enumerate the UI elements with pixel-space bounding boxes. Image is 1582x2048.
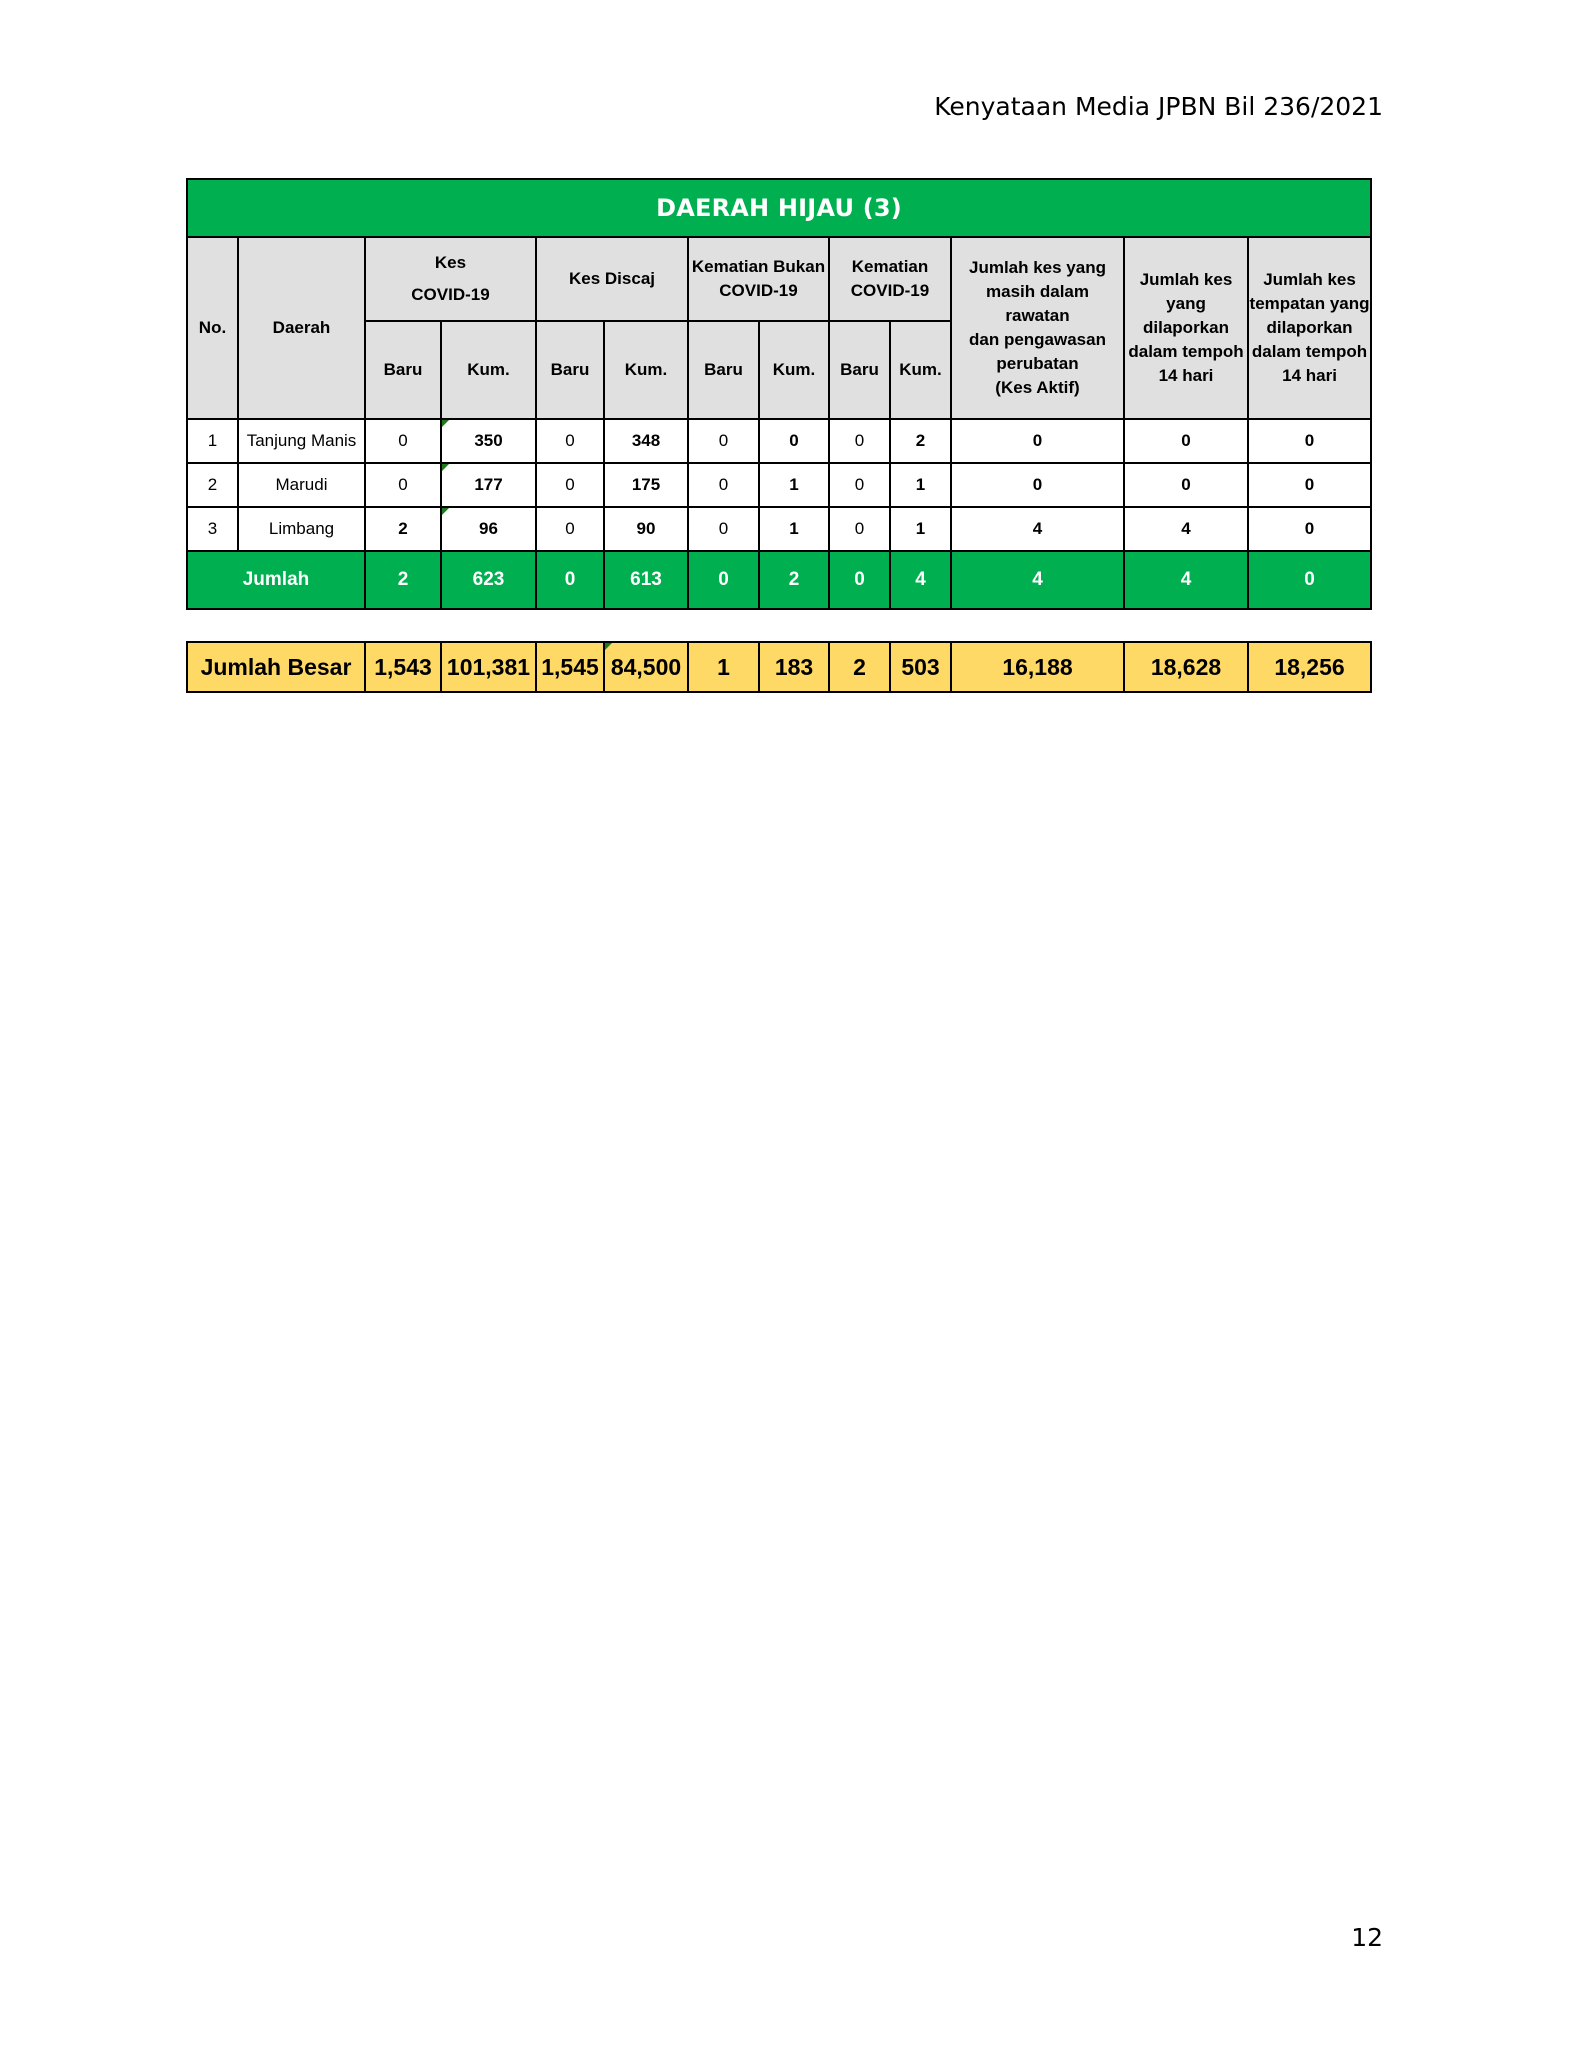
header-dilaporkan-line: dalam tempoh [1128, 342, 1244, 361]
jumlah-covid-kum: 623 [441, 551, 536, 609]
row-tempatan-14: 0 [1248, 463, 1371, 507]
header-covid-kum: Kum. [441, 321, 536, 419]
header-dilaporkan-line: 14 hari [1158, 366, 1214, 385]
row-kematian-baru: 0 [829, 419, 890, 463]
row-bukan-baru: 0 [688, 507, 759, 551]
row-bukan-baru: 0 [688, 419, 759, 463]
row-aktif: 0 [951, 419, 1124, 463]
row-kematian-kum: 1 [890, 463, 951, 507]
jumlah-label: Jumlah [187, 551, 365, 609]
header-kes-covid-line2: COVID-19 [411, 285, 490, 304]
jumlah-besar-bukan-kum: 183 [759, 642, 829, 692]
header-kes-discaj: Kes Discaj [536, 237, 688, 321]
header-kematian-kum: Kum. [890, 321, 951, 419]
row-bukan-kum: 0 [759, 419, 829, 463]
row-bukan-kum: 1 [759, 507, 829, 551]
jumlah-row [187, 551, 1371, 609]
header-tempatan-line: dalam tempoh [1251, 342, 1368, 361]
jumlah-besar-aktif: 16,188 [951, 642, 1124, 692]
row-covid-kum: 350 [441, 419, 536, 463]
jumlah-besar-bukan-baru: 1 [688, 642, 759, 692]
row-discaj-kum: 348 [604, 419, 688, 463]
jumlah-besar-discaj-baru: 1,545 [536, 642, 604, 692]
row-kematian-kum: 2 [890, 419, 951, 463]
jumlah-besar-table [186, 641, 1372, 693]
header-kes-aktif [951, 237, 1124, 419]
header-kes-aktif-line: perubatan [996, 354, 1079, 373]
header-kes-aktif-line: dan pengawasan [969, 330, 1106, 349]
jumlah-besar-covid-kum: 101,381 [441, 642, 536, 692]
jumlah-kematian-kum: 4 [890, 551, 951, 609]
jumlah-discaj-kum: 613 [604, 551, 688, 609]
header-dilaporkan-line: yang [1166, 294, 1206, 313]
header-discaj-baru: Baru [536, 321, 604, 419]
header-kes-aktif-line: (Kes Aktif) [995, 378, 1080, 397]
row-no: 1 [187, 419, 238, 463]
jumlah-bukan-baru: 0 [688, 551, 759, 609]
header-kes-aktif-line: masih dalam rawatan [986, 282, 1089, 325]
jumlah-besar-kematian-baru: 2 [829, 642, 890, 692]
jumlah-besar-covid-baru: 1,543 [365, 642, 441, 692]
header-kes-covid [365, 237, 536, 321]
row-no: 2 [187, 463, 238, 507]
jumlah-bukan-kum: 2 [759, 551, 829, 609]
header-kematian-covid-line2: COVID-19 [850, 281, 930, 300]
table-title: DAERAH HIJAU (3) [187, 179, 1371, 237]
header-dilaporkan-14 [1124, 237, 1248, 419]
header-bukan-kum: Kum. [759, 321, 829, 419]
jumlah-besar-row [187, 642, 1371, 692]
row-bukan-baru: 0 [688, 463, 759, 507]
header-kematian-covid [829, 237, 951, 321]
header-kematian-bukan-line1: Kematian Bukan [691, 257, 826, 276]
jumlah-aktif: 4 [951, 551, 1124, 609]
row-kematian-kum: 1 [890, 507, 951, 551]
jumlah-discaj-baru: 0 [536, 551, 604, 609]
row-tempatan-14: 0 [1248, 507, 1371, 551]
table-row [187, 463, 1371, 507]
header-tempatan-line: 14 hari [1282, 366, 1337, 385]
daerah-hijau-table [186, 178, 1372, 610]
row-covid-baru: 0 [365, 419, 441, 463]
document-header: Kenyataan Media JPBN Bil 236/2021 [934, 92, 1383, 121]
table-row [187, 419, 1371, 463]
row-discaj-baru: 0 [536, 507, 604, 551]
table-row [187, 507, 1371, 551]
jumlah-besar-label: Jumlah Besar [187, 642, 365, 692]
row-daerah: Limbang [238, 507, 365, 551]
header-kematian-baru: Baru [829, 321, 890, 419]
row-covid-kum: 177 [441, 463, 536, 507]
header-kematian-bukan-line2: COVID-19 [719, 281, 798, 300]
row-dilaporkan-14: 4 [1124, 507, 1248, 551]
header-discaj-kum: Kum. [604, 321, 688, 419]
row-no: 3 [187, 507, 238, 551]
jumlah-kematian-baru: 0 [829, 551, 890, 609]
header-tempatan-line: Jumlah kes [1263, 270, 1356, 289]
row-aktif: 4 [951, 507, 1124, 551]
jumlah-besar-discaj-kum: 84,500 [604, 642, 688, 692]
row-bukan-kum: 1 [759, 463, 829, 507]
jumlah-tempatan-14: 0 [1248, 551, 1371, 609]
header-kes-covid-line1: Kes [434, 253, 467, 272]
jumlah-besar-kematian-kum: 503 [890, 642, 951, 692]
jumlah-besar-dilaporkan-14: 18,628 [1124, 642, 1248, 692]
header-covid-baru: Baru [365, 321, 441, 419]
header-kematian-bukan [688, 237, 829, 321]
row-daerah: Marudi [238, 463, 365, 507]
header-daerah: Daerah [238, 237, 365, 419]
header-kes-aktif-line: Jumlah kes yang [968, 258, 1106, 277]
header-tempatan-line: dilaporkan [1266, 318, 1353, 337]
header-bukan-baru: Baru [688, 321, 759, 419]
row-discaj-kum: 175 [604, 463, 688, 507]
jumlah-covid-baru: 2 [365, 551, 441, 609]
row-discaj-baru: 0 [536, 419, 604, 463]
row-covid-kum: 96 [441, 507, 536, 551]
header-tempatan-line: tempatan yang [1249, 294, 1370, 313]
row-discaj-kum: 90 [604, 507, 688, 551]
header-no: No. [187, 237, 238, 419]
jumlah-besar-tempatan-14: 18,256 [1248, 642, 1371, 692]
header-tempatan-14 [1248, 237, 1371, 419]
row-discaj-baru: 0 [536, 463, 604, 507]
row-kematian-baru: 0 [829, 507, 890, 551]
jumlah-dilaporkan-14: 4 [1124, 551, 1248, 609]
row-daerah: Tanjung Manis [238, 419, 365, 463]
row-dilaporkan-14: 0 [1124, 463, 1248, 507]
header-dilaporkan-line: Jumlah kes [1139, 270, 1233, 289]
header-dilaporkan-line: dilaporkan [1143, 318, 1229, 337]
row-dilaporkan-14: 0 [1124, 419, 1248, 463]
page-number: 12 [1351, 1923, 1383, 1952]
row-covid-baru: 0 [365, 463, 441, 507]
row-covid-baru: 2 [365, 507, 441, 551]
row-tempatan-14: 0 [1248, 419, 1371, 463]
row-aktif: 0 [951, 463, 1124, 507]
header-kematian-covid-line1: Kematian [851, 257, 929, 276]
row-kematian-baru: 0 [829, 463, 890, 507]
